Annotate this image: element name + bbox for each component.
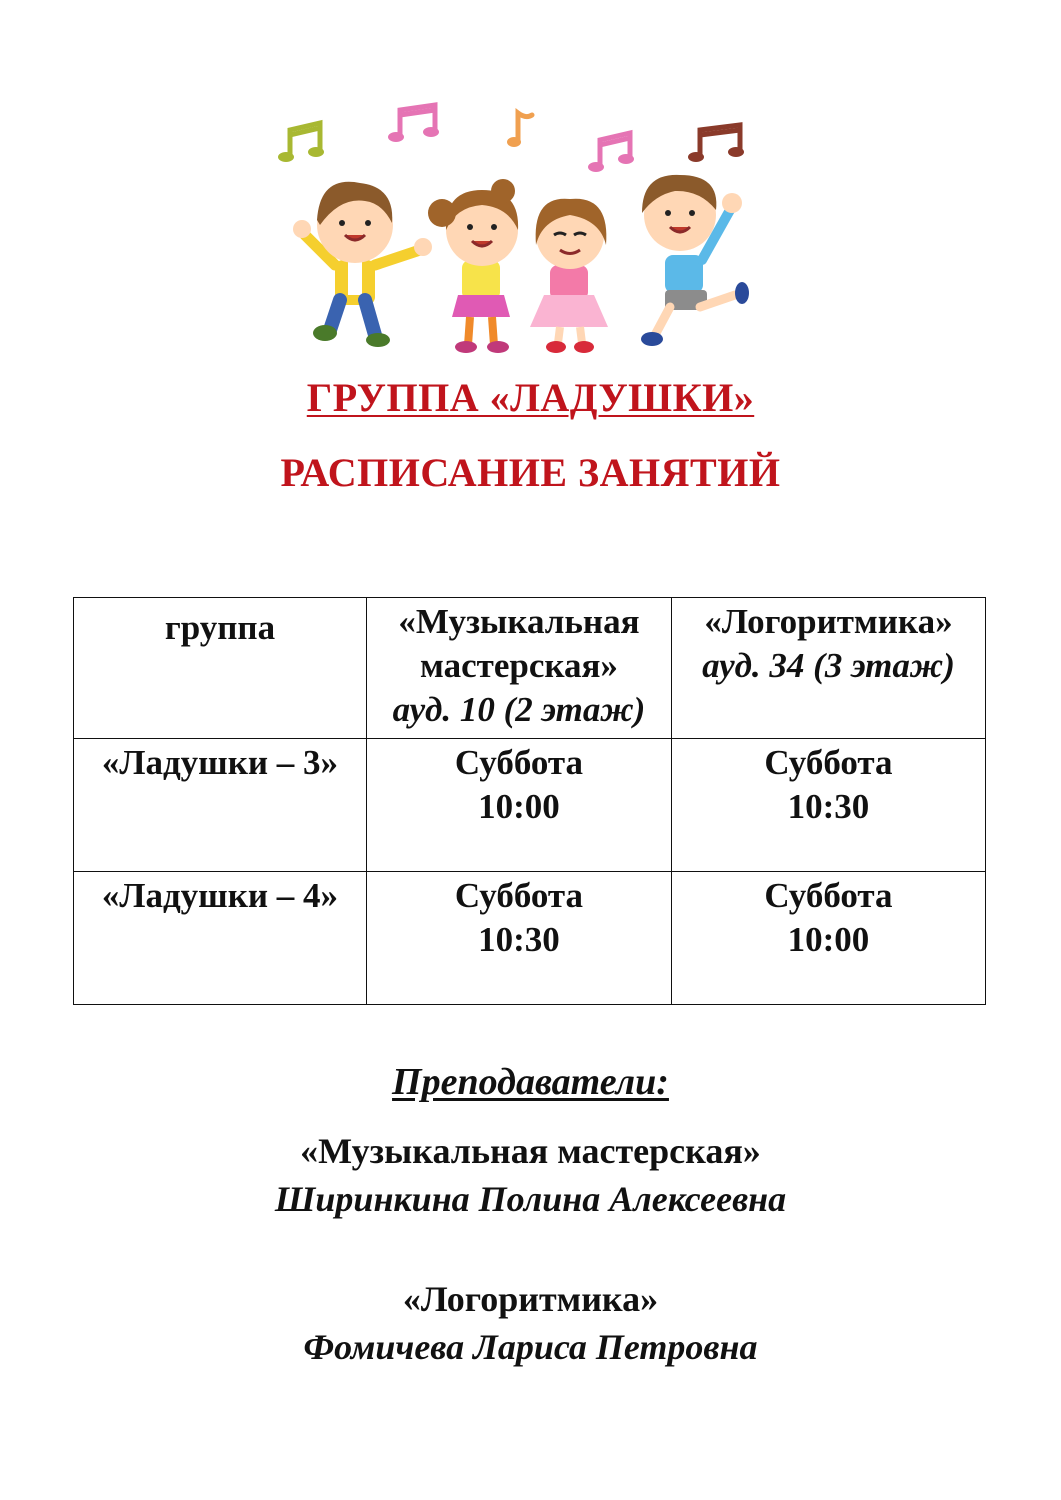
day-label: Суббота bbox=[454, 743, 584, 782]
header-group bbox=[74, 598, 367, 739]
row-group-cell: «Ладушки – 4» bbox=[74, 872, 367, 1005]
boy-blue-shirt bbox=[641, 175, 749, 346]
teacher-name-logo: Фомичева Лариса Петровна bbox=[303, 1327, 758, 1367]
row-logo-cell bbox=[671, 739, 985, 872]
time-label: 10:00 bbox=[787, 920, 870, 959]
header-logo-room: ауд. 34 (3 этаж) bbox=[702, 646, 955, 685]
time-label: 10:30 bbox=[787, 787, 870, 826]
music-notes-icon bbox=[278, 105, 744, 172]
page-title: ГРУППА «ЛАДУШКИ» bbox=[306, 375, 755, 420]
row-group-cell: «Ладушки – 3» bbox=[74, 739, 367, 872]
header-music bbox=[366, 598, 671, 739]
time-label: 10:30 bbox=[478, 920, 560, 959]
table-header-row bbox=[74, 598, 986, 739]
girl-yellow-top bbox=[428, 179, 518, 353]
dancing-children-illustration bbox=[270, 95, 770, 360]
header-group-label: группа bbox=[164, 608, 276, 647]
time-label: 10:00 bbox=[478, 787, 560, 826]
header-music-room: ауд. 10 (2 этаж) bbox=[392, 690, 646, 729]
page-subtitle: РАСПИСАНИЕ ЗАНЯТИЙ bbox=[280, 450, 781, 495]
teachers-section bbox=[0, 1060, 1061, 1368]
day-label: Суббота bbox=[454, 876, 584, 915]
schedule-table bbox=[73, 597, 986, 1005]
header-music-label: «Музыкальная мастерская» bbox=[398, 602, 640, 685]
row-music-cell bbox=[366, 872, 671, 1005]
row-logo-cell bbox=[671, 872, 985, 1005]
table-row bbox=[74, 739, 986, 872]
boy-yellow-jacket bbox=[293, 182, 432, 347]
header-logo bbox=[671, 598, 985, 739]
day-label: Суббота bbox=[764, 743, 893, 782]
header-logo-label: «Логоритмика» bbox=[704, 602, 953, 641]
row-music-cell bbox=[366, 739, 671, 872]
table-row bbox=[74, 872, 986, 1005]
teacher-subject-logo: «Логоритмика» bbox=[402, 1279, 659, 1319]
teacher-subject-music: «Музыкальная мастерская» bbox=[300, 1131, 761, 1171]
teacher-name-music: Ширинкина Полина Алексеевна bbox=[274, 1179, 787, 1219]
day-label: Суббота bbox=[764, 876, 893, 915]
girl-pink-dress bbox=[530, 199, 608, 353]
teachers-heading: Преподаватели: bbox=[392, 1061, 669, 1103]
